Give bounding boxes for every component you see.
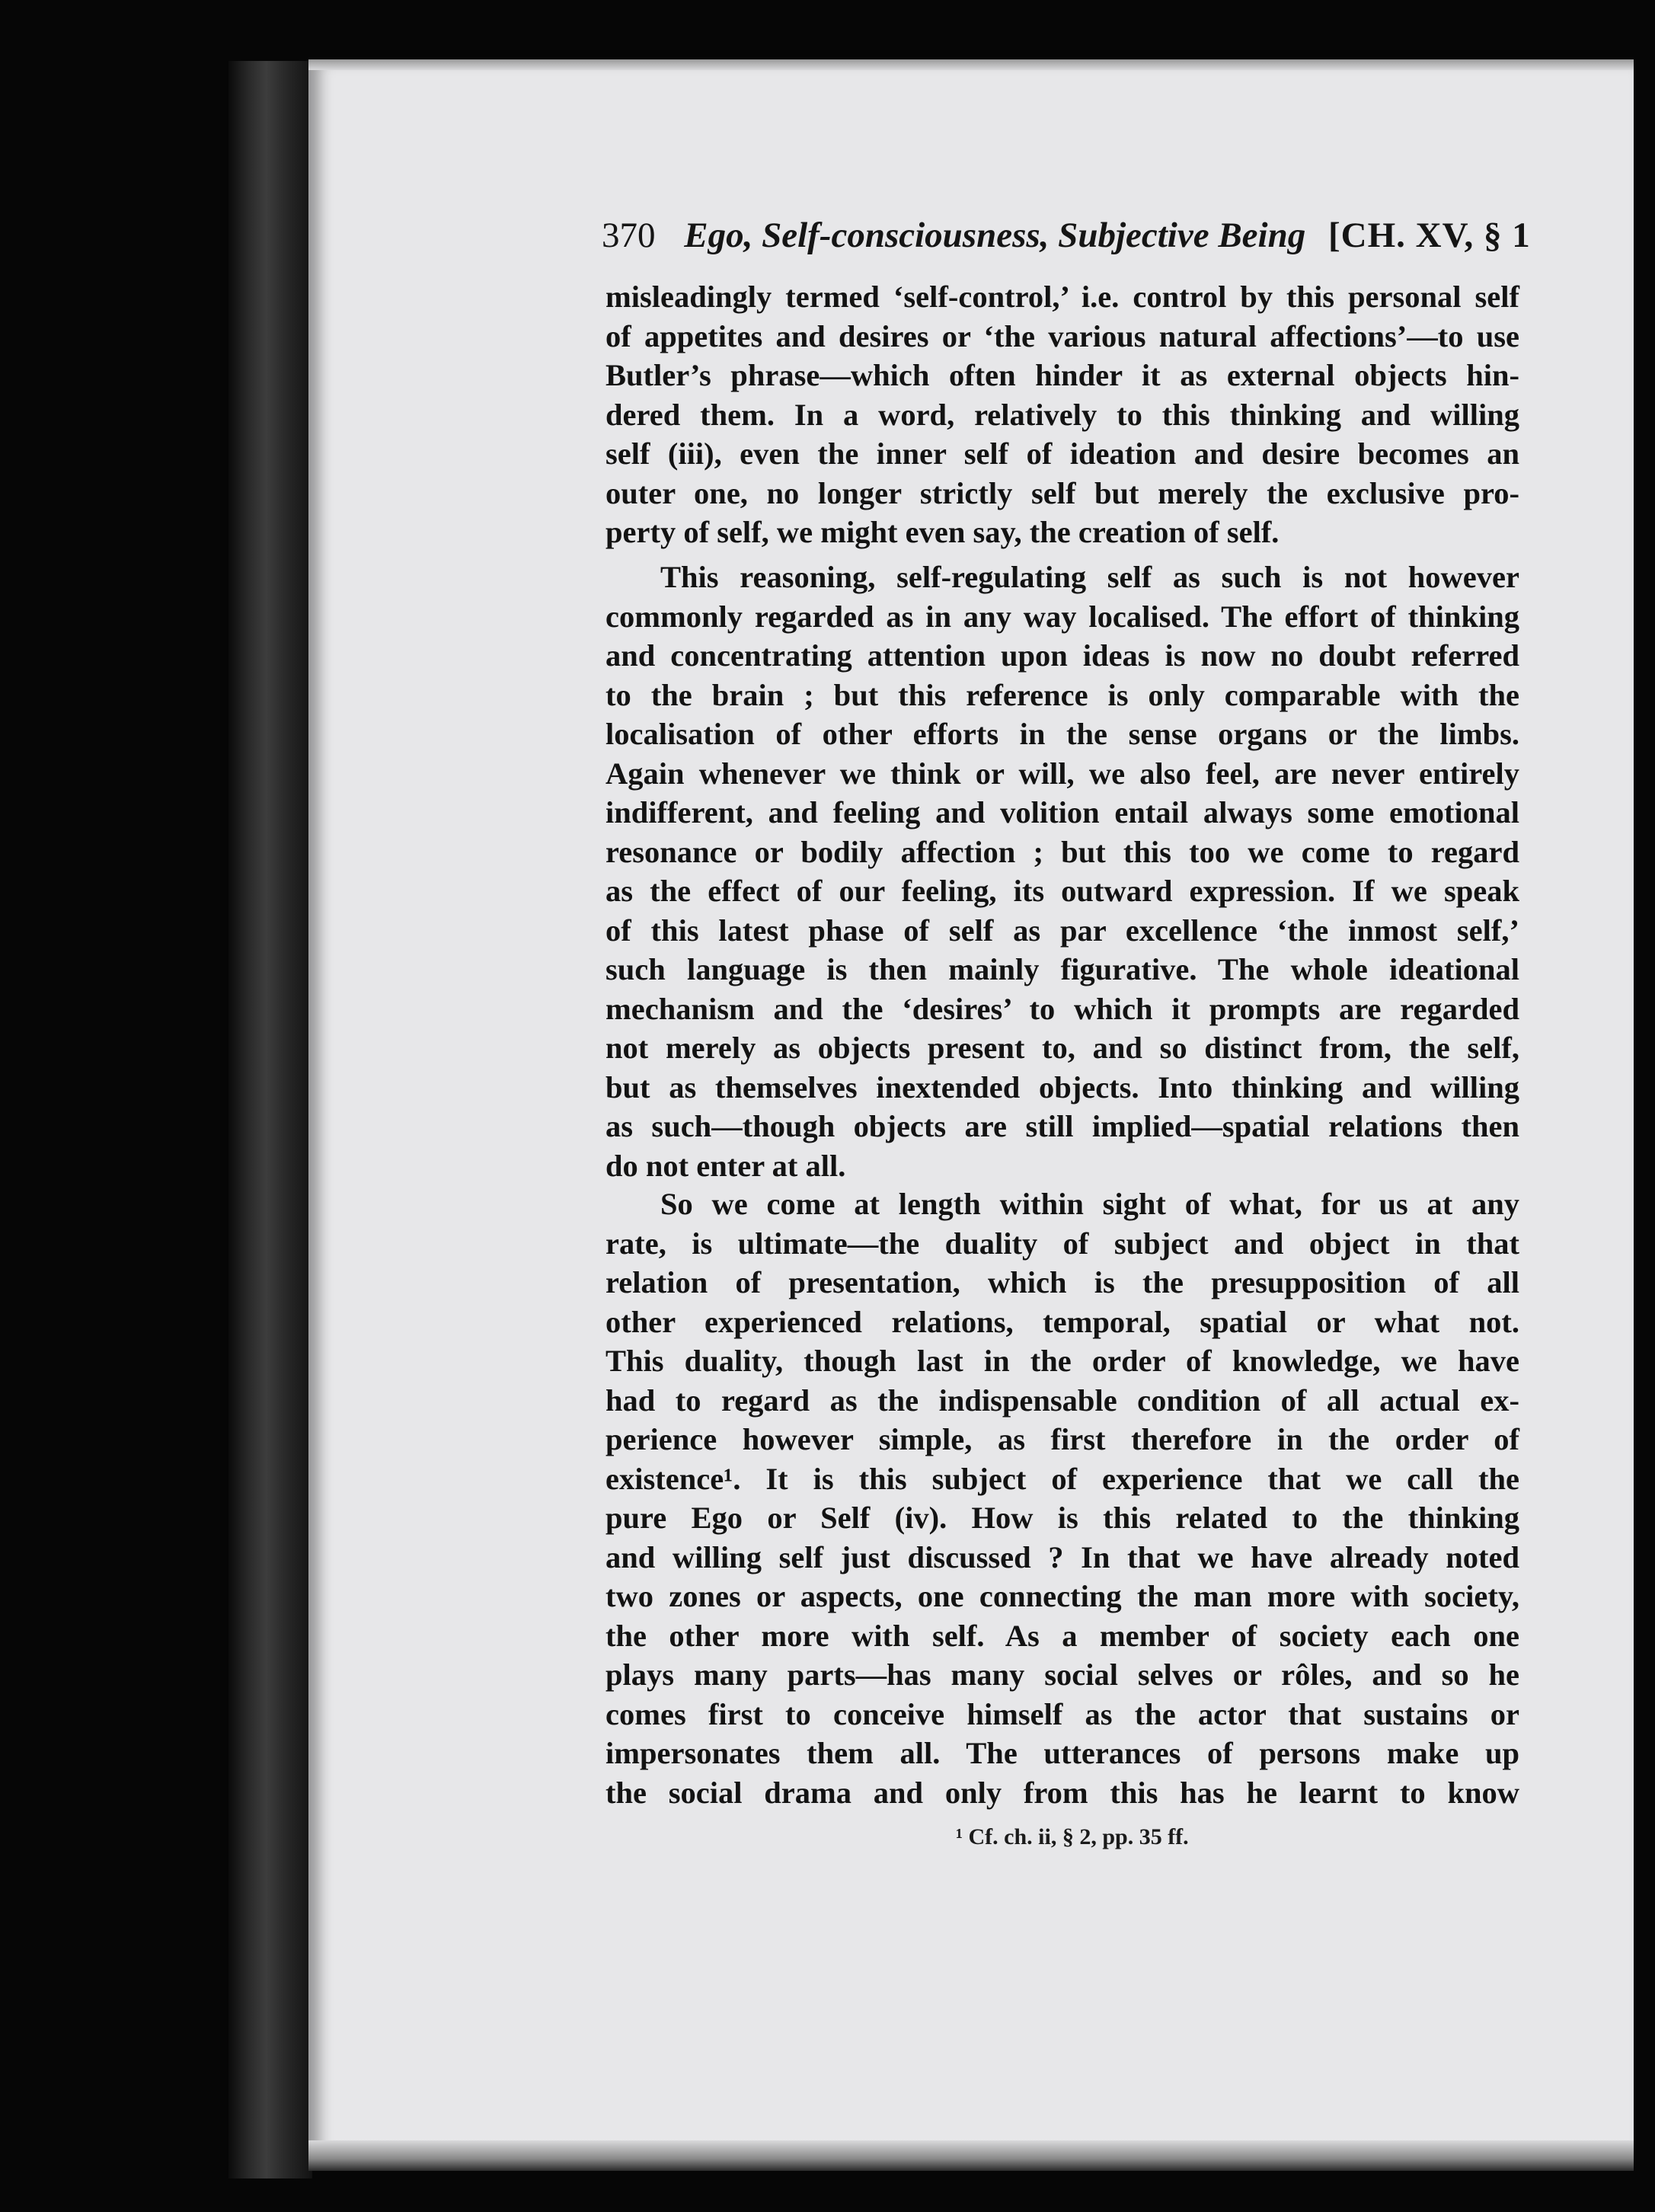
text-line: outer one, no longer strictly self but merely the exclusive pro- [605, 475, 1519, 510]
text-line: the other more with self. As a member of society each one [605, 1618, 1519, 1653]
text-line: of appetites and desires or ‘the various natural affections’—to use [605, 318, 1519, 353]
text-line: do not enter at all. [605, 1148, 846, 1183]
text-line: rate, is ultimate—the duality of subject and object in that [605, 1226, 1519, 1261]
running-head-title: Ego, Self-consciousness, Subjective Being [684, 216, 1306, 255]
text-line: relation of presentation, which is the presupposition of all [605, 1265, 1519, 1299]
text-line: as the effect of our feeling, its outward expression. If we speak [605, 874, 1519, 908]
text-line: mechanism and the ‘desires’ to which it prompts are regarded [605, 991, 1519, 1026]
text-line: This duality, though last in the order of knowledge, we have [605, 1344, 1519, 1378]
text-line: misleadingly termed ‘self-control,’ i.e. control by this personal self [605, 280, 1519, 314]
text-line: existence¹. It is this subject of experience that we call the [605, 1461, 1519, 1496]
text-line: two zones or aspects, one connecting the man more with society, [605, 1579, 1519, 1613]
text-line: localisation of other efforts in the sense organs or the limbs. [605, 717, 1519, 751]
text-line: This reasoning, self-regulating self as such is not however [660, 560, 1519, 594]
text-line: of this latest phase of self as par excellence ‘the inmost self,’ [605, 913, 1519, 948]
text-line: not merely as objects present to, and so distinct from, the self, [605, 1031, 1519, 1065]
text-line: perty of self, we might even say, the creation of self. [605, 515, 1280, 549]
text-line: dered them. In a word, relatively to this thinking and willing [605, 397, 1519, 432]
text-line: the social drama and only from this has he learnt to know [605, 1775, 1519, 1810]
text-line: So we come at length within sight of what, for us at any [660, 1187, 1519, 1221]
text-line: commonly regarded as in any way localised. The effort of thinking [605, 599, 1519, 634]
text-line: indifferent, and feeling and volition entail always some emotional [605, 795, 1519, 830]
text-line: other experienced relations, temporal, spatial or what not. [605, 1304, 1519, 1339]
footnote: ¹ Cf. ch. ii, § 2, pp. 35 ff. [956, 1824, 1189, 1849]
text-line: as such—though objects are still implied—spatial relations then [605, 1109, 1519, 1143]
text-line: and concentrating attention upon ideas is now no doubt referred [605, 638, 1519, 673]
page-number: 370 [602, 216, 656, 255]
text-line: perience however simple, as first therefore in the order of [605, 1422, 1519, 1456]
text-line: such language is then mainly figurative. The whole ideational [605, 952, 1519, 986]
book-spine [228, 61, 312, 2178]
text-line: to the brain ; but this reference is only comparable with the [605, 677, 1519, 712]
page-bottom-edge [308, 2140, 1634, 2171]
chapter-section-ref: [CH. XV, § 1 [1328, 216, 1531, 255]
text-line: self (iii), even the inner self of ideation and desire becomes an [605, 436, 1519, 471]
text-line: plays many parts—has many social selves or rôles, and so he [605, 1657, 1519, 1692]
text-line: Butler’s phrase—which often hinder it as external objects hin- [605, 358, 1519, 392]
paragraph-3 [605, 1184, 1519, 1812]
text-line: pure Ego or Self (iv). How is this related to the thinking [605, 1501, 1519, 1535]
text-line: resonance or bodily affection ; but this too we come to regard [605, 834, 1519, 869]
paragraph-2 [605, 558, 1519, 1185]
text-line: had to regard as the indispensable condition of all actual ex- [605, 1382, 1519, 1418]
text-line: Again whenever we think or will, we also feel, are never entirely [605, 756, 1519, 791]
text-line: but as themselves inextended objects. Into thinking and willing [605, 1069, 1519, 1104]
text-line: comes first to conceive himself as the actor that sustains or [605, 1696, 1519, 1731]
text-line: impersonates them all. The utterances of persons make up [605, 1736, 1519, 1770]
page-top-edge [308, 59, 1634, 70]
running-head [602, 215, 1531, 256]
text-line: and willing self just discussed ? In that we have already noted [605, 1539, 1519, 1574]
paragraph-1 [605, 277, 1519, 552]
